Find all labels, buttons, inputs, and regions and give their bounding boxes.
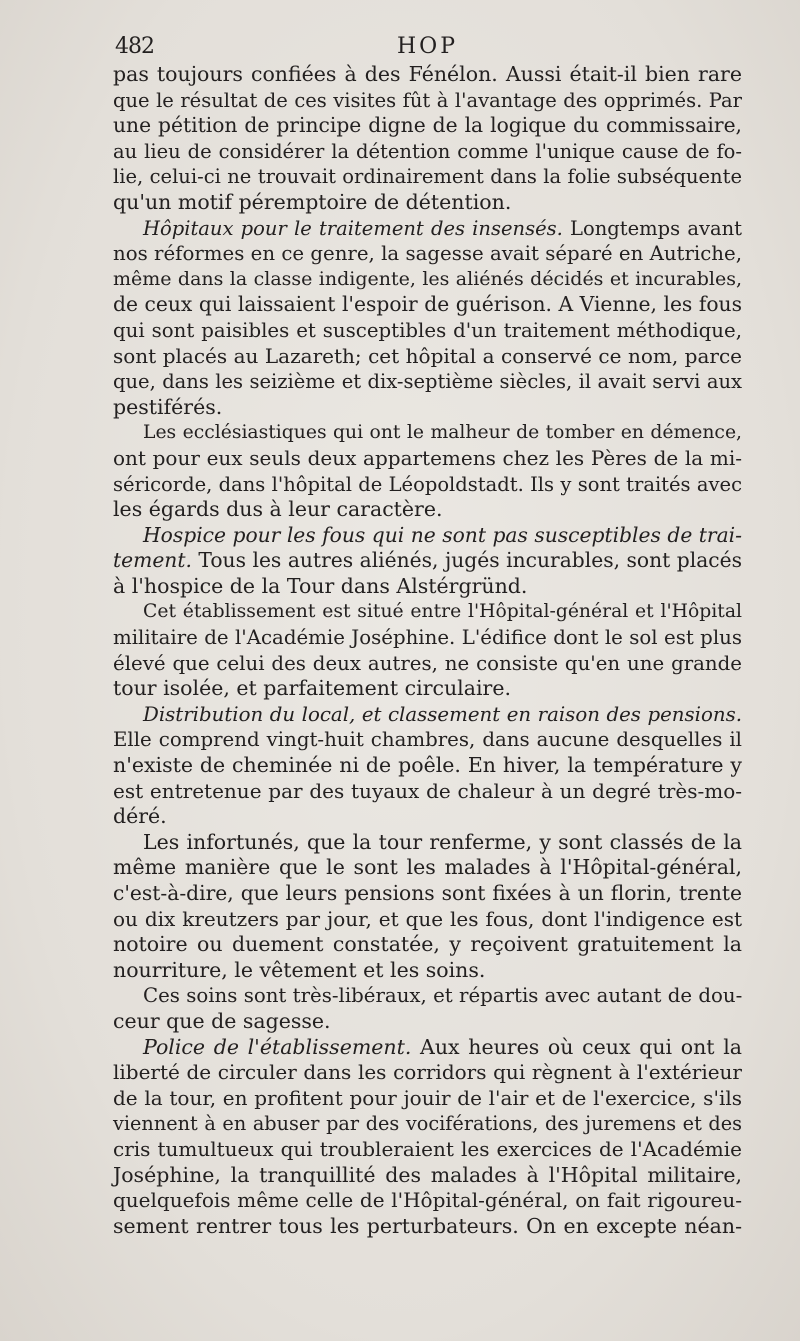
- section-heading: Distribution du local, et classement en raison des pensions.: [143, 702, 742, 726]
- section-heading-line: Police de l'établissement. Aux heures où ceux qui ont la: [143, 1034, 742, 1059]
- text-line: Les infortunés, que la tour renferme, y sont classés de la: [143, 829, 742, 854]
- text-line: est entretenue par des tuyaux de chaleur à un degré très-mo-: [113, 778, 742, 803]
- text-line: quelquefois même celle de l'Hôpital-général, on fait rigoureu-: [113, 1188, 742, 1213]
- text-line: à l'hospice de la Tour dans Alstérgründ.: [113, 573, 528, 598]
- text-line: notoire ou duement constatée, y reçoivent gratuitement la: [113, 932, 742, 957]
- text-line: pas toujours confiées à des Fénélon. Aussi était-il bien rare: [113, 62, 742, 86]
- text-line: qu'un motif péremptoire de détention.: [113, 189, 512, 214]
- text-line: au lieu de considérer la détention comme l'unique cause de fo-: [113, 139, 742, 163]
- text-line: les égards dus à leur caractère.: [113, 497, 443, 522]
- text-line: de la tour, en profitent pour jouir de l'air et de l'exercice, s'ils: [113, 1085, 742, 1110]
- text-line: que le résultat de ces visites fût à l'avantage des opprimés. Par: [113, 88, 742, 112]
- text-line: même manière que le sont les malades à l'Hôpital-général,: [113, 855, 742, 880]
- section-heading-line: Hôpitaux pour le traitement des insensés. Longtemps avant: [143, 216, 742, 240]
- page-number: 482: [115, 34, 154, 59]
- body-text: [113, 62, 742, 1239]
- text-line: tour isolée, et parfaitement circulaire.: [113, 676, 511, 701]
- text-line: élevé que celui des deux autres, ne consiste qu'en une grande: [113, 651, 742, 675]
- text-line: liberté de circuler dans les corridors qui règnent à l'extérieur: [113, 1060, 742, 1085]
- page-header: [113, 34, 742, 64]
- text-line: que, dans les seizième et dix-septième siècles, il avait servi aux: [113, 370, 742, 394]
- text-line: ou dix kreutzers par jour, et que les fous, dont l'indigence est: [113, 906, 742, 931]
- text-line: pestiférés.: [113, 394, 223, 419]
- text-line: Joséphine, la tranquillité des malades à l'Hôpital militaire,: [113, 1162, 742, 1187]
- text-line: déré.: [113, 804, 167, 829]
- text-line: ont pour eux seuls deux appartemens chez les Pères de la mi-: [113, 445, 742, 470]
- text-line: viennent à en abuser par des vociférations, des juremens et des: [113, 1112, 742, 1136]
- text-line: c'est-à-dire, que leurs pensions sont fixées à un florin, trente: [113, 881, 742, 905]
- text-line: nos réformes en ce genre, la sagesse avait séparé en Autriche,: [113, 242, 742, 266]
- text-line: séricorde, dans l'hôpital de Léopoldstadt. Ils y sont traités avec: [113, 472, 742, 496]
- text-line: Les ecclésiastiques qui ont le malheur de tomber en démence,: [143, 422, 742, 444]
- text-line: lie, celui-ci ne trouvait ordinairement dans la folie subséquente: [113, 165, 742, 189]
- text-line: tement. Tous les autres aliénés, jugés incurables, sont placés: [113, 548, 742, 573]
- text-line: même dans la classe indigente, les aliénés décidés et incurables,: [113, 267, 742, 290]
- text-line: Cet établissement est situé entre l'Hôpital-général et l'Hôpital: [143, 601, 742, 623]
- text-line: qui sont paisibles et susceptibles d'un traitement méthodique,: [113, 318, 742, 342]
- text-line: Elle comprend vingt-huit chambres, dans aucune desquelles il: [113, 728, 742, 752]
- section-heading: Hôpitaux pour le traitement des insensés.: [143, 216, 563, 240]
- text-line: une pétition de principe digne de la logique du commissaire,: [113, 113, 742, 138]
- text-line: ceur que de sagesse.: [113, 1008, 331, 1033]
- text-line: Ces soins sont très-libéraux, et répartis avec autant de dou-: [143, 984, 743, 1008]
- text-line: militaire de l'Académie Joséphine. L'édifice dont le sol est plus: [113, 626, 742, 650]
- text-line: n'existe de cheminée ni de poêle. En hiver, la température y: [113, 753, 742, 778]
- running-head: HOP: [396, 34, 459, 59]
- section-heading: Hospice pour les fous qui ne sont pas susceptibles de trai-: [143, 522, 742, 547]
- text-line: sont placés au Lazareth; cet hôpital a conservé ce nom, parce: [113, 343, 742, 368]
- section-heading-line: [113, 523, 742, 549]
- section-heading: Police de l'établissement.: [143, 1034, 412, 1059]
- text-line: sement rentrer tous les perturbateurs. On en excepte néan-: [113, 1213, 742, 1238]
- text-line: cris tumultueux qui troubleraient les exercices de l'Académie: [113, 1136, 742, 1161]
- text-line: nourriture, le vêtement et les soins.: [113, 957, 486, 982]
- text-line: de ceux qui laissaient l'espoir de guérison. A Vienne, les fous: [113, 292, 742, 317]
- section-heading-line: [113, 702, 742, 728]
